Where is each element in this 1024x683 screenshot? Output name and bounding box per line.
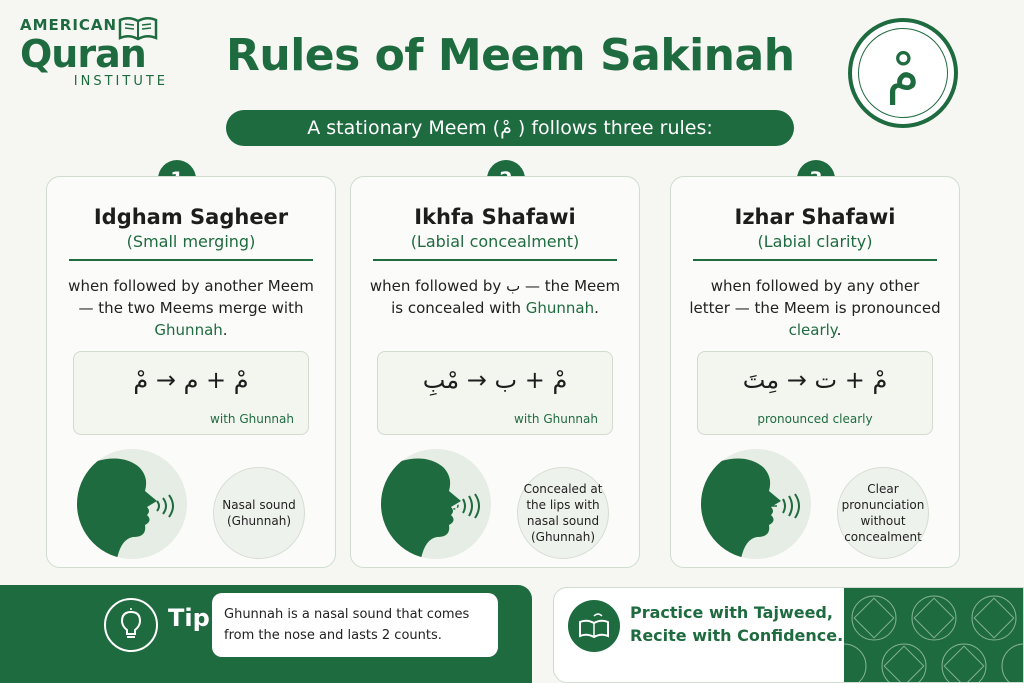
example-box — [73, 351, 309, 435]
divider — [373, 259, 617, 261]
book-icon — [118, 16, 158, 42]
highlight: Ghunnah — [154, 320, 223, 339]
tip-box — [212, 593, 498, 657]
example-formula: مْ + ت → مِتَ — [742, 366, 888, 394]
example-formula: مْ + م → مْ — [133, 366, 249, 394]
example-note: with Ghunnah — [514, 412, 598, 426]
sound-waves-icon — [767, 493, 807, 519]
logo-line3: INSTITUTE — [73, 74, 168, 89]
highlight: clearly — [788, 320, 837, 339]
rule-subtitle: (Labial concealment) — [410, 232, 580, 251]
rule-card-idgham — [46, 176, 336, 568]
sound-bubble: Concealed at the lips with nasal sound (Ghunnah) — [517, 467, 609, 559]
rule-description: when followed by another Meem — the two Meems merge with Ghunnah. — [68, 276, 314, 339]
intro-banner: A stationary Meem (مْ ) follows three rules: — [226, 110, 794, 146]
tip-text: Ghunnah is a nasal sound that comes from the nose and lasts 2 counts. — [224, 607, 470, 643]
rule-title: Ikhfa Shafawi — [414, 205, 576, 229]
rule-subtitle: (Small merging) — [126, 232, 256, 251]
highlight: Ghunnah — [525, 298, 595, 317]
meem-emblem — [848, 18, 958, 128]
rule-description: when followed by any other letter — the Meem is pronounced clearly. — [689, 276, 941, 339]
emblem-char: مْ — [858, 28, 948, 118]
example-box — [377, 351, 613, 435]
example-note: pronounced clearly — [757, 412, 873, 426]
rule-card-ikhfa — [350, 176, 640, 568]
sound-bubble: Clear pronunciation without concealment — [837, 467, 929, 559]
lightbulb-icon — [104, 598, 158, 652]
rule-card-izhar — [670, 176, 960, 568]
rule-subtitle: (Labial clarity) — [757, 232, 873, 251]
logo-line2: Quran — [20, 32, 146, 76]
rule-description: when followed by ب — the Meem is concealed with Ghunnah. — [369, 276, 621, 317]
example-box — [697, 351, 933, 435]
divider — [69, 259, 313, 261]
practice-text: Practice with Tajweed, Recite with Confidence. — [630, 603, 844, 645]
practice-banner — [553, 587, 1024, 683]
logo — [20, 16, 190, 89]
rule-title: Izhar Shafawi — [734, 205, 896, 229]
sound-waves-icon — [153, 493, 183, 519]
quran-icon — [568, 600, 620, 652]
divider — [693, 259, 937, 261]
example-note: with Ghunnah — [210, 412, 294, 426]
tip-label: Tip — [168, 604, 210, 632]
sound-bubble: Nasal sound (Ghunnah) — [213, 467, 305, 559]
rule-title: Idgham Sagheer — [93, 205, 289, 229]
geometric-pattern — [844, 588, 1024, 683]
page-title: Rules of Meem Sakinah — [226, 30, 795, 81]
logo-line1: AMERICAN — [20, 16, 118, 34]
lips-sound-icon — [447, 493, 487, 519]
example-formula: مْ + ب → مْبِ — [422, 366, 568, 394]
